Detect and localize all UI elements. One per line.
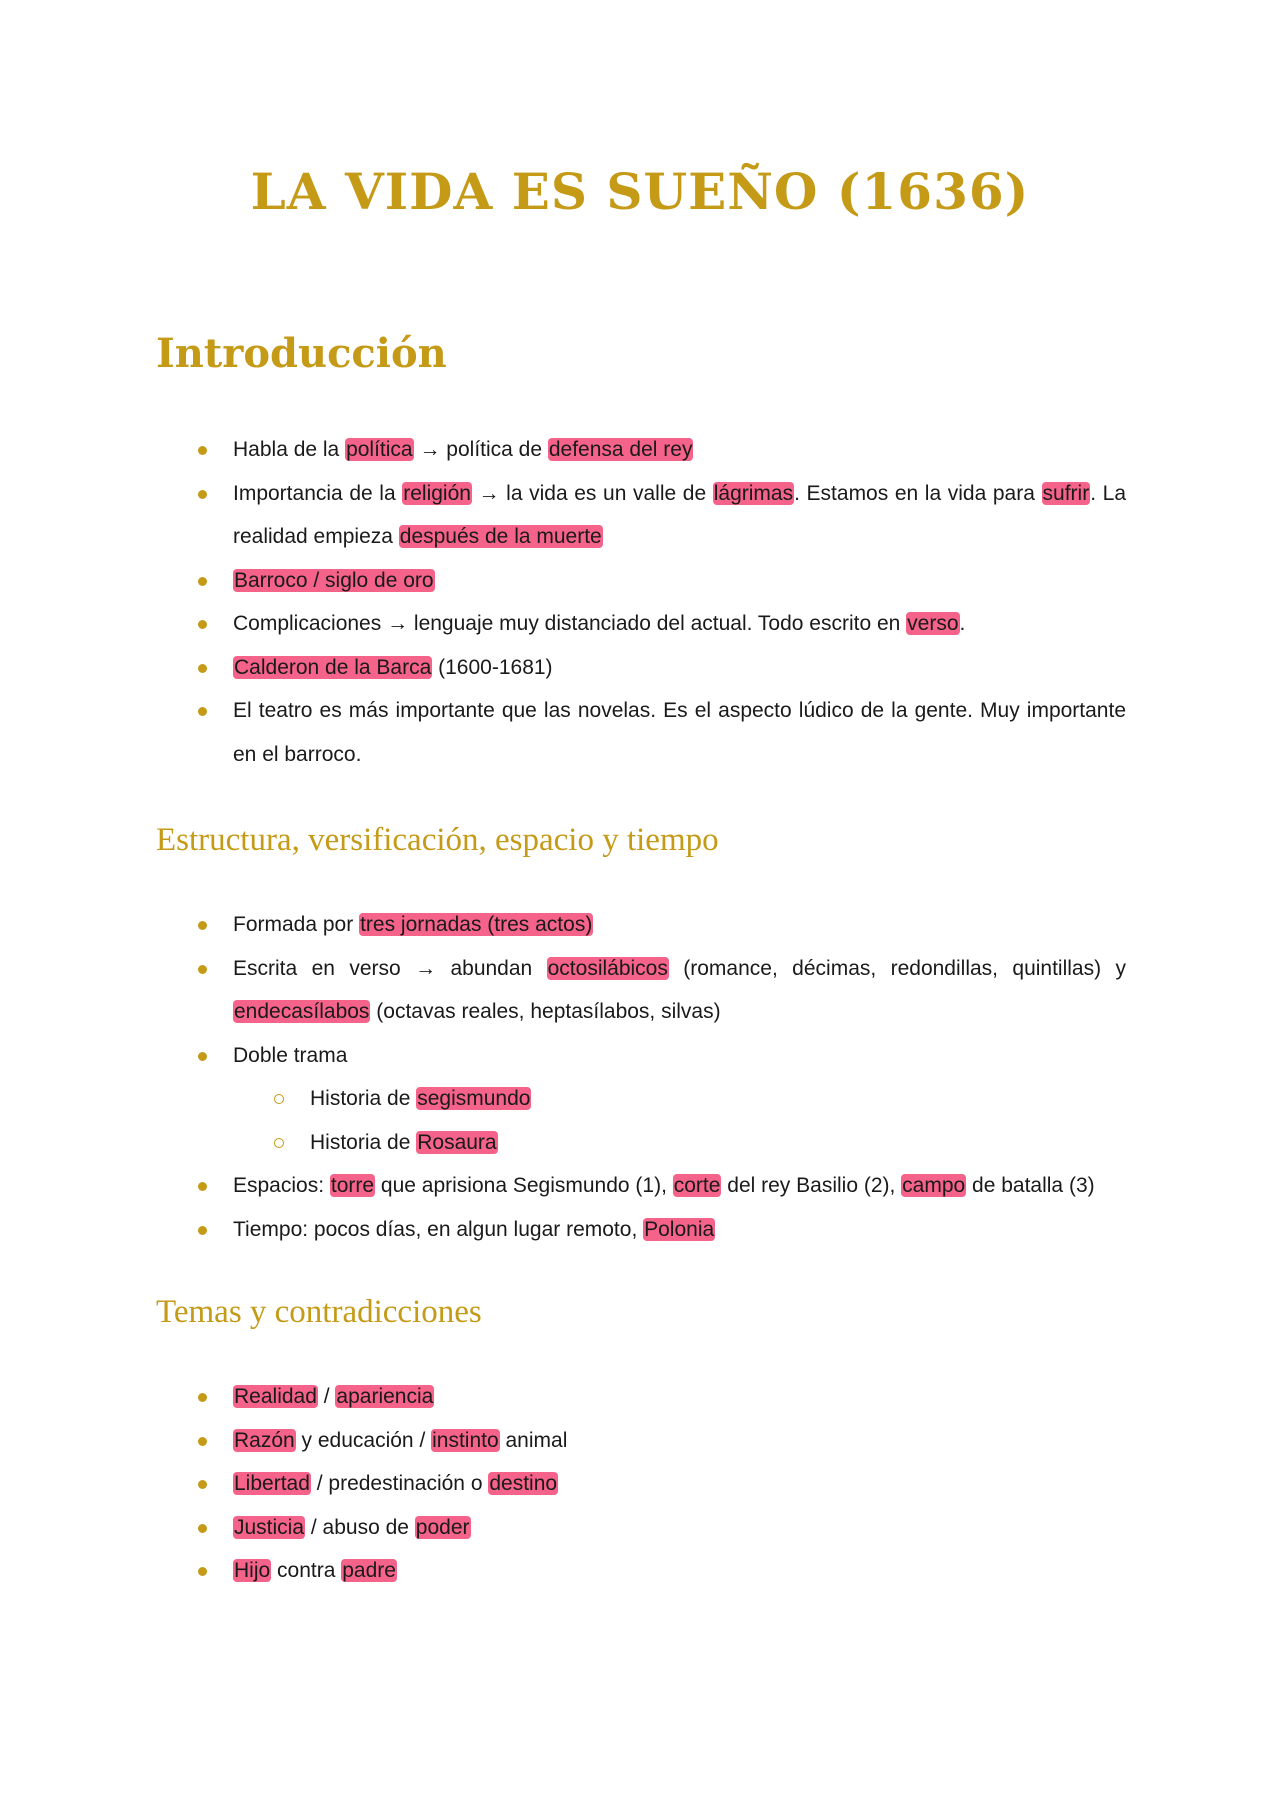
highlighted-text: endecasílabos	[234, 1000, 370, 1023]
list-introduccion	[156, 428, 1126, 776]
highlighted-text: Realidad	[234, 1385, 317, 1408]
text-segment: (octavas reales, heptasílabos, silvas)	[370, 1000, 721, 1023]
highlighted-text: corte	[673, 1174, 721, 1197]
text-segment: (1600-1681)	[432, 655, 553, 679]
highlighted-text: Hijo	[234, 1559, 271, 1582]
list-item	[156, 1208, 1126, 1252]
text-segment: Importancia de la	[233, 481, 403, 505]
list-temas	[156, 1375, 1126, 1593]
text-segment: Formada por	[233, 913, 360, 936]
highlighted-text: defensa del rey	[548, 438, 693, 461]
highlighted-text: segismundo	[417, 1087, 531, 1110]
highlighted-text: lágrimas	[713, 481, 794, 505]
highlighted-text: torre	[330, 1174, 375, 1197]
list-item	[156, 1164, 1126, 1208]
list-item	[156, 559, 1126, 603]
text-segment: Historia de	[310, 1130, 417, 1154]
highlighted-text: Razón	[234, 1428, 295, 1452]
text-segment: → política de	[413, 438, 548, 461]
text-segment: Doble trama	[233, 1043, 348, 1067]
highlighted-text: tres jornadas (tres actos)	[360, 913, 593, 936]
text-segment: Tiempo: pocos días, en algun lugar remoto,	[233, 1217, 644, 1241]
text-segment: Historia de	[310, 1087, 417, 1110]
list-item	[156, 1506, 1126, 1550]
text-segment: (romance, décimas, redondillas, quintillas) y	[668, 956, 1126, 980]
text-segment: Espacios:	[233, 1174, 330, 1197]
text-segment: Complicaciones → lenguaje muy distanciado del actual. Todo escrito en	[233, 612, 907, 635]
highlighted-text: religión	[403, 481, 471, 505]
list-item	[156, 646, 1126, 690]
list-item	[156, 947, 1126, 1034]
highlighted-text: verso	[907, 612, 959, 635]
text-segment: / predestinación o	[310, 1472, 489, 1495]
list-item	[156, 1034, 1126, 1078]
text-segment: . Estamos en la vida para	[794, 481, 1042, 505]
text-segment: /	[317, 1385, 336, 1408]
text-segment: El teatro es más importante que las novelas. Es el aspecto lúdico de la gente. Muy importante en el barroco.	[233, 699, 1126, 766]
list-item	[156, 689, 1126, 776]
text-segment: del rey Basilio (2),	[721, 1174, 902, 1197]
heading-estructura: Estructura, versificación, espacio y tiempo	[156, 822, 719, 858]
text-segment: contra	[271, 1559, 342, 1582]
text-segment: .	[959, 612, 966, 635]
text-segment: Habla de la	[233, 438, 346, 461]
highlighted-text: Calderon de la Barca	[234, 655, 432, 679]
highlighted-text: poder	[415, 1515, 470, 1539]
highlighted-text: instinto	[432, 1428, 499, 1452]
highlighted-text: Justicia	[234, 1515, 305, 1539]
text-segment: → la vida es un valle de	[471, 481, 713, 505]
heading-introduccion: Introducción	[156, 330, 447, 377]
highlighted-text: Barroco / siglo de oro	[234, 568, 434, 592]
highlighted-text: sufrir	[1042, 481, 1090, 505]
highlighted-text: Libertad	[234, 1472, 310, 1495]
highlighted-text: política	[346, 438, 413, 461]
highlighted-text: después de la muerte	[399, 525, 602, 548]
text-segment: / abuso de	[305, 1515, 415, 1539]
list-item	[156, 602, 1126, 646]
heading-temas: Temas y contradicciones	[156, 1294, 482, 1330]
highlighted-text: destino	[489, 1472, 558, 1495]
text-segment: y educación /	[295, 1428, 432, 1452]
highlighted-text: padre	[342, 1559, 396, 1582]
highlighted-text: Rosaura	[417, 1130, 497, 1154]
text-segment: que aprisiona Segismundo (1),	[375, 1174, 673, 1197]
list-item	[156, 1375, 1126, 1419]
text-segment: de batalla (3)	[966, 1174, 1095, 1197]
list-item	[156, 1549, 1126, 1593]
list-item	[156, 903, 1126, 947]
highlighted-text: Polonia	[644, 1217, 715, 1241]
list-estructura	[156, 903, 1126, 1251]
highlighted-text: octosilábicos	[547, 956, 668, 980]
sub-list-item	[156, 1121, 1126, 1165]
text-segment: Escrita en verso → abundan	[233, 956, 547, 980]
list-item	[156, 428, 1126, 472]
list-item	[156, 1419, 1126, 1463]
text-segment: . La realidad empieza	[233, 481, 1126, 548]
document-title: LA VIDA ES SUEÑO (1636)	[250, 162, 1030, 221]
list-item	[156, 472, 1126, 559]
sub-list-item	[156, 1077, 1126, 1121]
highlighted-text: apariencia	[336, 1385, 434, 1408]
text-segment: animal	[499, 1428, 568, 1452]
list-item	[156, 1462, 1126, 1506]
highlighted-text: campo	[902, 1174, 966, 1197]
